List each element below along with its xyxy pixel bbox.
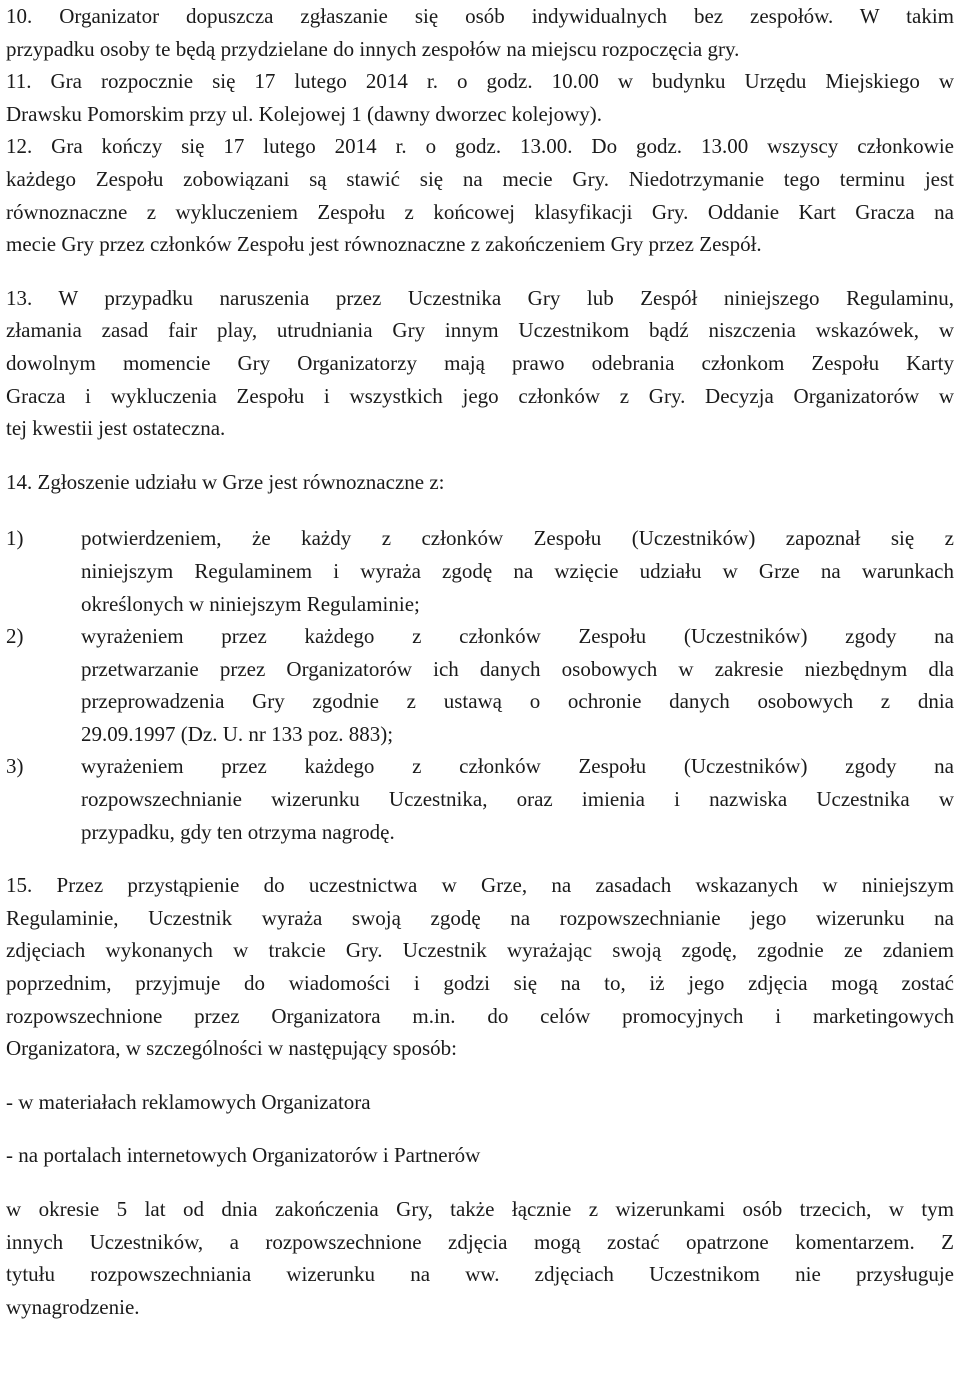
text-line: rozpowszechnianie wizerunku Uczestnika, oraz imienia i nazwiska Uczestnika w [81,787,954,812]
list-item [6,750,954,848]
text-line: niniejszym Regulaminem i wyraża zgodę na wzięcie udziału w Grze na warunkach [81,558,954,583]
text-line: Regulaminie, Uczestnik wyraża swoją zgodę na rozpowszechnianie jego wizerunku na [6,905,954,930]
text-line: innych Uczestników, a rozpowszechnione zdjęcia mogą zostać opatrzone komentarzem. Z [6,1229,954,1254]
text-line: 14. Zgłoszenie udziału w Grze jest równoznaczne z: [6,469,445,494]
list-number: 1) [6,526,24,551]
paragraph-13 [6,282,954,445]
text-line: złamania zasad fair play, utrudniania Gry innym Uczestnikom bądź niszczenia wskazówek, w [6,318,954,343]
dash-item: - w materiałach reklamowych Organizatora [6,1089,371,1114]
text-line: Drawsku Pomorskim przy ul. Kolejowej 1 (dawny dworzec kolejowy). [6,101,603,126]
text-line: zdjęciach wykonanych w trakcie Gry. Uczestnik wyrażając swoją zgodę, zgodnie ze zdaniem [6,938,954,963]
text-line: Gracza i wykluczenia Zespołu i wszystkich jego członków z Gry. Decyzja Organizatorów w [6,383,954,408]
paragraph-11 [6,65,954,130]
text-line [6,750,954,783]
paragraph-12 [6,130,954,260]
text-line: 11. Gra rozpocznie się 17 lutego 2014 r. o godz. 10.00 w budynku Urzędu Miejskiego w [6,69,954,94]
paragraph-10 [6,0,954,65]
spacer [6,498,954,522]
text-line: przeprowadzenia Gry zgodnie z ustawą o ochronie danych osobowych z dnia [81,689,954,714]
spacer [6,1172,954,1193]
text-line [6,620,954,653]
text-line: każdego Zespołu zobowiązani są stawić się na mecie Gry. Niedotrzymanie tego terminu jest [6,166,954,191]
text-line: mecie Gry przez członków Zespołu jest równoznaczne z zakończeniem Gry przez Zespół. [6,232,762,257]
spacer [6,445,954,466]
text-line: przetwarzanie przez Organizatorów ich danych osobowych w zakresie niezbędnym dla [81,656,954,681]
text-line: 13. W przypadku naruszenia przez Uczestnika Gry lub Zespół niniejszego Regulaminu, [6,285,954,310]
list-number: 2) [6,624,24,649]
text-line: przypadku, gdy ten otrzyma nagrodę. [81,819,395,844]
text-line: 12. Gra kończy się 17 lutego 2014 r. o godz. 13.00. Do godz. 13.00 wszyscy członkowie [6,134,954,159]
text-line: przypadku osoby te będą przydzielane do innych zespołów na miejscu rozpoczęcia gry. [6,36,740,61]
text-line: wynagrodzenie. [6,1294,140,1319]
paragraph-14 [6,466,954,849]
list-item [6,620,954,750]
dash-item: - na portalach internetowych Organizatorów i Partnerów [6,1143,481,1168]
text-line: rozpowszechnione przez Organizatora m.in. do celów promocyjnych i marketingowych [6,1003,954,1028]
text-line: 15. Przez przystąpienie do uczestnictwa w Grze, na zasadach wskazanych w niniejszym [6,873,954,898]
text-line: w okresie 5 lat od dnia zakończenia Gry, także łącznie z wizerunkami osób trzecich, w tym [6,1197,954,1221]
text-line: równoznaczne z wykluczeniem Zespołu z końcowej klasyfikacji Gry. Oddanie Kart Gracza na [6,199,954,224]
text-line: określonych w niniejszym Regulaminie; [81,591,420,616]
text-line: tej kwestii jest ostateczna. [6,416,226,441]
spacer [6,1065,954,1086]
list-text: wyrażeniem przez każdego z członków Zespołu (Uczestników) zgody na [81,754,954,779]
text-line: poprzednim, przyjmuje do wiadomości i godzi się na to, iż jego zdjęcia mogą zostać [6,971,954,996]
text-line: dowolnym momencie Gry Organizatorzy mają prawo odebrania członkom Zespołu Karty [6,350,954,375]
spacer [6,1118,954,1139]
paragraph-15 [6,869,954,1065]
list-item [6,522,954,620]
list-number: 3) [6,754,24,779]
text-line: tytułu rozpowszechniania wizerunku na ww. zdjęciach Uczestnikom nie przysługuje [6,1262,954,1287]
list-text: potwierdzeniem, że każdy z członków Zespołu (Uczestników) zapoznał się z [81,526,954,551]
spacer [6,261,954,282]
text-line [6,522,954,555]
spacer [6,848,954,869]
text-line: 29.09.1997 (Dz. U. nr 133 poz. 883); [81,721,394,746]
text-line: 10. Organizator dopuszcza zgłaszanie się osób indywidualnych bez zespołów. W takim [6,4,954,28]
paragraph-final [6,1193,954,1323]
text-line: Organizatora, w szczególności w następujący sposób: [6,1036,457,1061]
list-text: wyrażeniem przez każdego z członków Zespołu (Uczestników) zgody na [81,624,954,649]
